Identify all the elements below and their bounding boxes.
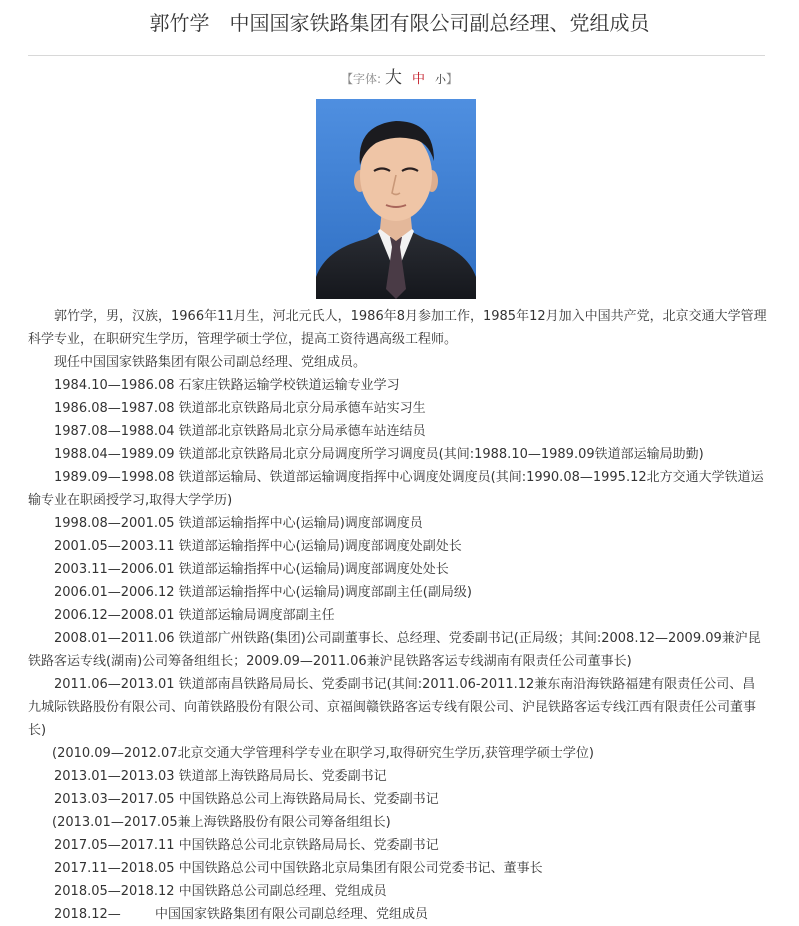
career-entry: 2001.05—2003.11 铁道部运输指挥中心(运输局)调度部调度处副处长 <box>54 539 462 554</box>
career-entry: 2006.01—2006.12 铁道部运输指挥中心(运输局)调度部副主任(副局级) <box>54 585 472 600</box>
career-entry: 1998.08—2001.05 铁道部运输指挥中心(运输局)调度部调度员 <box>54 516 423 531</box>
font-size-small-link[interactable]: 小 <box>435 73 447 86</box>
career-entry: 2013.03—2017.05 中国铁路总公司上海铁路局局长、党委副书记 <box>54 792 439 807</box>
career-entry: 2017.11—2018.05 中国铁路总公司中国铁路北京局集团有限公司党委书记、董事长 <box>54 861 543 876</box>
career-entry: 2006.12—2008.01 铁道部运输局调度部副主任 <box>54 608 335 623</box>
portrait-photo <box>316 99 476 299</box>
title-divider <box>28 55 765 56</box>
current-position: 现任中国国家铁路集团有限公司副总经理、党组成员。 <box>54 355 367 370</box>
career-entry: 2011.06—2013.01 铁道部南昌铁路局局长、党委副书记(其间:2011.06-2011.12兼东南沿海铁路福建有限责任公司、昌九城际铁路股份有限公司、向莆铁路股份有限公司、京福闽赣铁路客运专线有限公司、沪昆铁路客运专线江西有限责任公司董事长) <box>28 677 757 738</box>
career-entry: 1989.09—1998.08 铁道部运输局、铁道部运输调度指挥中心调度处调度员(其间:1990.08—1995.12北方交通大学铁道运输专业在职函授学习,取得大学学历) <box>28 470 764 508</box>
career-entry: 2013.01—2013.03 铁道部上海铁路局局长、党委副书记 <box>54 769 387 784</box>
font-size-medium-link[interactable]: 中 <box>412 72 426 87</box>
career-entry: 1984.10—1986.08 石家庄铁路运输学校铁道运输专业学习 <box>54 378 400 393</box>
career-entry: 2003.11—2006.01 铁道部运输指挥中心(运输局)调度部调度处处长 <box>54 562 449 577</box>
career-entry: 2008.01—2011.06 铁道部广州铁路(集团)公司副董事长、总经理、党委副书记(正局级；其间:2008.12—2009.09兼沪昆铁路客运专线(湖南)公司筹备组组长；2009.09—2011.06兼沪昆铁路客运专线湖南有限责任公司董事长) <box>28 631 761 669</box>
article-title: 郭竹学 中国国家铁路集团有限公司副总经理、党组成员 <box>149 11 650 35</box>
font-size-label: 【字体: <box>340 72 381 86</box>
career-note: (2010.09—2012.07北京交通大学管理科学专业在职学习,取得研究生学历,获管理学硕士学位) <box>52 746 594 761</box>
career-entry: 2017.05—2017.11 中国铁路总公司北京铁路局局长、党委副书记 <box>54 838 439 853</box>
career-entry: 2018.05—2018.12 中国铁路总公司副总经理、党组成员 <box>54 884 387 899</box>
career-entry: 1987.08—1988.04 铁道部北京铁路局北京分局承德车站连结员 <box>54 424 426 439</box>
font-size-large-link[interactable]: 大 <box>385 68 402 88</box>
intro-paragraph: 郭竹学，男，汉族，1966年11月生，河北元氏人，1986年8月参加工作，1985年12月加入中国共产党，北京交通大学管理科学专业，在职研究生学历，管理学硕士学位，提高工资待遇高级工程师。 <box>28 309 767 347</box>
career-entry: 1986.08—1987.08 铁道部北京铁路局北京分局承德车站实习生 <box>54 401 426 416</box>
career-entry: 2018.12— 中国国家铁路集团有限公司副总经理、党组成员 <box>54 907 429 922</box>
career-note: (2013.01—2017.05兼上海铁路股份有限公司筹备组组长) <box>52 815 391 830</box>
font-size-close-bracket: 】 <box>446 72 459 86</box>
article-body <box>28 305 768 926</box>
career-entry: 1988.04—1989.09 铁道部北京铁路局北京分局调度所学习调度员(其间:1988.10—1989.09铁道部运输局助勤) <box>54 447 704 462</box>
font-size-control <box>0 68 799 90</box>
